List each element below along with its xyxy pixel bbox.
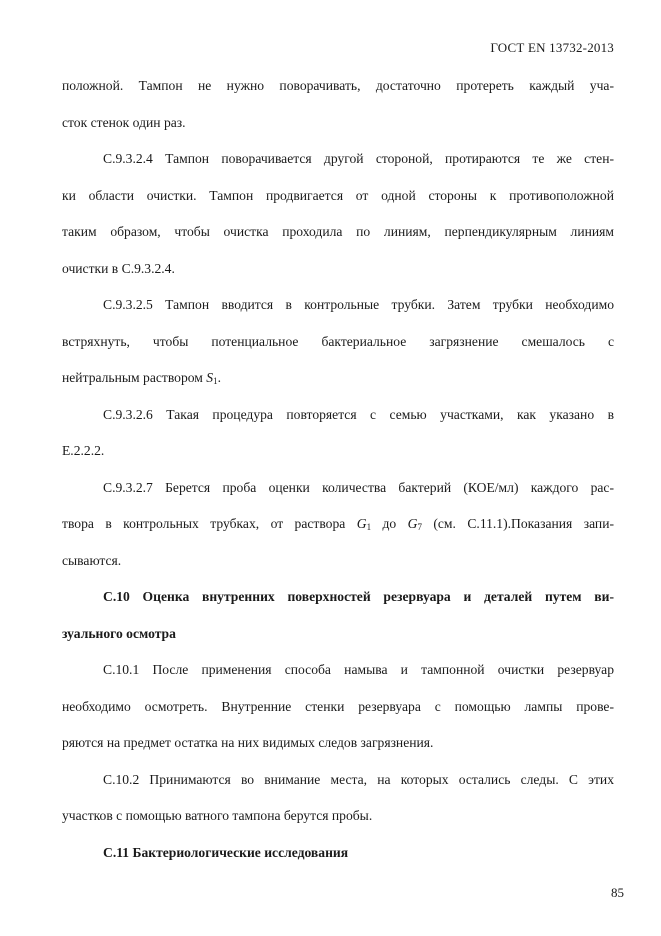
- text-run: до: [371, 516, 408, 531]
- math-variable: S: [206, 370, 214, 385]
- math-variable: G: [407, 516, 418, 531]
- paragraph-line: С.9.3.2.4 Тампон поворачивается другой стороной, протираются те же стен-: [103, 151, 614, 166]
- paragraph-line: ряются на предмет остатка на них видимых следов загрязнения.: [62, 735, 434, 750]
- paragraph-line: С.9.3.2.6 Такая процедура повторяется с семью участками, как указано в: [103, 406, 614, 422]
- paragraph-line: [62, 506, 614, 543]
- math-subscript: 1: [213, 376, 218, 386]
- paragraph-line: положной. Тампон не нужно поворачивать, достаточно протереть каждый уча-: [62, 78, 614, 93]
- section-heading-line: зуального осмотра: [62, 625, 176, 641]
- section-heading-line: С.11 Бактериологические исследования: [103, 844, 349, 860]
- document-header-id: ГОСТ EN 13732-2013: [490, 40, 614, 55]
- document-body: [62, 68, 614, 871]
- section-heading-line: С.10 Оценка внутренних поверхностей резервуара и деталей путем ви-: [103, 589, 614, 604]
- paragraph-line: сток стенок один раз.: [62, 114, 186, 130]
- math-subscript: 1: [366, 522, 372, 532]
- paragraph-line: необходимо осмотреть. Внутренние стенки резервуара с помощью лампы прове-: [62, 698, 614, 714]
- paragraph-line: С.10.1 После применения способа намыва и тампонной очистки резервуар: [103, 662, 614, 677]
- page-number: 85: [611, 885, 624, 900]
- math-variable: G: [356, 516, 367, 531]
- text-run: .: [217, 370, 221, 385]
- paragraph-line: С.9.3.2.7 Берется проба оценки количества бактерий (КОЕ/мл) каждого рас-: [103, 479, 614, 495]
- paragraph-line: очистки в С.9.3.2.4.: [62, 260, 175, 276]
- text-run: (см. С.11.1).Показания запи-: [421, 516, 615, 531]
- math-subscript: 7: [417, 522, 422, 532]
- paragraph-line: [62, 360, 614, 397]
- paragraph-line: встряхнуть, чтобы потенциальное бактериальное загрязнение смешалось с: [62, 333, 614, 349]
- paragraph-line: сываются.: [62, 552, 122, 568]
- paragraph-line: таким образом, чтобы очистка проходила по линиям, перпендикулярным линиям: [62, 224, 614, 239]
- paragraph-line: Е.2.2.2.: [62, 443, 105, 458]
- text-run: твора в контрольных трубках, от раствора: [62, 516, 357, 531]
- text-run: нейтральным раствором: [62, 370, 207, 385]
- paragraph-line: ки области очистки. Тампон продвигается от одной стороны к противоположной: [62, 187, 614, 203]
- paragraph-line: С.9.3.2.5 Тампон вводится в контрольные трубки. Затем трубки необходимо: [103, 297, 614, 312]
- paragraph-line: С.10.2 Принимаются во внимание места, на которых остались следы. С этих: [103, 771, 614, 787]
- paragraph-line: участков с помощью ватного тампона берутся пробы.: [62, 808, 373, 823]
